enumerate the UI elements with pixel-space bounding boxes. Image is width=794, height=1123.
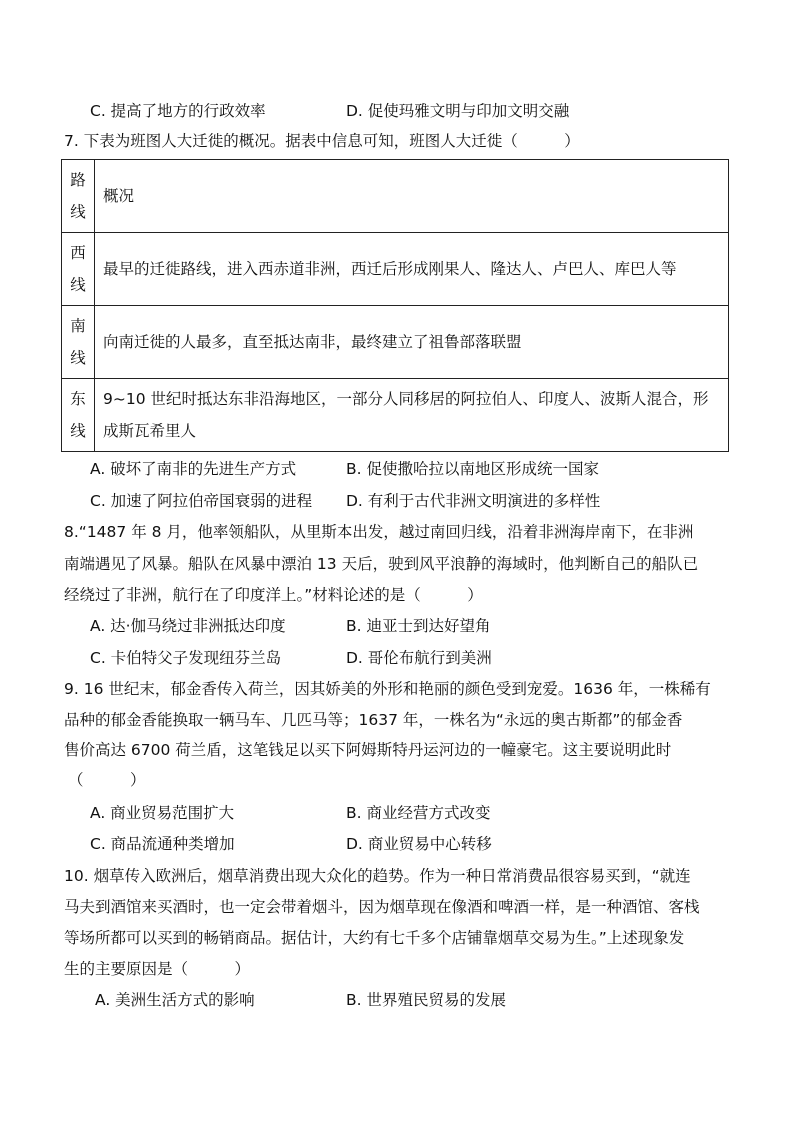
q9-stem-line-1: 9. 16 世纪末，郁金香传入荷兰，因其娇美的外形和艳丽的颜色受到宠爱。1636 年，一株稀有 — [64, 680, 711, 698]
q9-stem-line-2: 品种的郁金香能换取一辆马车、几匹马等；1637 年，一株名为“永远的奥古斯都”的郁金香 — [64, 711, 683, 729]
south-overview-cell: 向南迁徙的人最多，直至抵达南非，最终建立了祖鲁部落联盟 — [95, 306, 729, 379]
q8-stem-line-2: 南端遇见了风暴。船队在风暴中漂泊 13 天后，驶到风平浪静的海域时，他判断自己的船队已 — [64, 555, 699, 573]
east-overview-line-2: 成斯瓦希里人 — [103, 422, 197, 440]
q8-option-b[interactable]: B. 迪亚士到达好望角 — [346, 617, 491, 635]
header-route-cell — [62, 160, 95, 233]
q8-stem-line-3: 经绕过了非洲，航行在了印度洋上。”材料论述的是（ ） — [64, 586, 483, 604]
q7-stem: 7. 下表为班图人大迁徙的概况。据表中信息可知，班图人大迁徙（ ） — [64, 132, 580, 150]
q9-stem-line-4: （ ） — [68, 771, 146, 789]
q10-option-b[interactable]: B. 世界殖民贸易的发展 — [346, 991, 506, 1009]
route-south-char-1: 南 — [70, 317, 86, 335]
route-west-char-1: 西 — [70, 244, 86, 262]
bantu-migration-table — [61, 159, 729, 452]
east-overview-cell — [95, 379, 729, 452]
east-overview-line-1: 9~10 世纪时抵达东非沿海地区，一部分人同移居的阿拉伯人、印度人、波斯人混合，形 — [103, 390, 709, 408]
table-header-row — [62, 160, 729, 233]
west-overview-cell: 最早的迁徙路线，进入西赤道非洲，西迁后形成刚果人、隆达人、卢巴人、库巴人等 — [95, 233, 729, 306]
route-east-char-1: 东 — [70, 390, 86, 408]
q7-option-c[interactable]: C. 加速了阿拉伯帝国衰弱的进程 — [90, 492, 313, 510]
q8-option-a[interactable]: A. 达·伽马绕过非洲抵达印度 — [90, 617, 286, 635]
q10-option-a[interactable]: A. 美洲生活方式的影响 — [95, 991, 255, 1009]
q9-option-c[interactable]: C. 商品流通种类增加 — [90, 835, 235, 853]
q7-option-b[interactable]: B. 促使撒哈拉以南地区形成统一国家 — [346, 460, 599, 478]
q6-option-c[interactable]: C. 提高了地方的行政效率 — [90, 102, 266, 120]
route-east-cell — [62, 379, 95, 452]
route-west-char-2: 线 — [70, 276, 86, 294]
header-overview-cell: 概况 — [95, 160, 729, 233]
table-row-east — [62, 379, 729, 452]
table-row-south — [62, 306, 729, 379]
q8-option-d[interactable]: D. 哥伦布航行到美洲 — [346, 649, 492, 667]
route-south-cell — [62, 306, 95, 379]
q9-option-d[interactable]: D. 商业贸易中心转移 — [346, 835, 492, 853]
route-west-cell — [62, 233, 95, 306]
route-east-char-2: 线 — [70, 422, 86, 440]
q9-stem-line-3: 售价高达 6700 荷兰盾，这笔钱足以买下阿姆斯特丹运河边的一幢豪宅。这主要说明此时 — [64, 741, 672, 759]
q9-option-a[interactable]: A. 商业贸易范围扩大 — [90, 804, 235, 822]
header-route-char-2: 线 — [70, 203, 86, 221]
q8-option-c[interactable]: C. 卡伯特父子发现纽芬兰岛 — [90, 649, 282, 667]
q10-stem-line-4: 生的主要原因是（ ） — [64, 960, 251, 978]
q7-option-a[interactable]: A. 破坏了南非的先进生产方式 — [90, 460, 297, 478]
q10-stem-line-2: 马夫到酒馆来买酒时，也一定会带着烟斗，因为烟草现在像酒和啤酒一样，是一种酒馆、客栈 — [64, 898, 700, 916]
q10-stem-line-1: 10. 烟草传入欧洲后，烟草消费出现大众化的趋势。作为一种日常消费品很容易买到，“就连 — [64, 867, 691, 885]
q10-stem-line-3: 等场所都可以买到的畅销商品。据估计，大约有七千多个店铺靠烟草交易为生。”上述现象发 — [64, 929, 685, 947]
q6-option-d[interactable]: D. 促使玛雅文明与印加文明交融 — [346, 102, 570, 120]
q8-stem-line-1: 8.“1487 年 8 月，他率领船队，从里斯本出发，越过南回归线，沿着非洲海岸南下，在非洲 — [64, 523, 694, 541]
q9-option-b[interactable]: B. 商业经营方式改变 — [346, 804, 491, 822]
table-row-west — [62, 233, 729, 306]
header-route-char-1: 路 — [70, 171, 86, 189]
q7-option-d[interactable]: D. 有利于古代非洲文明演进的多样性 — [346, 492, 601, 510]
route-south-char-2: 线 — [70, 349, 86, 367]
